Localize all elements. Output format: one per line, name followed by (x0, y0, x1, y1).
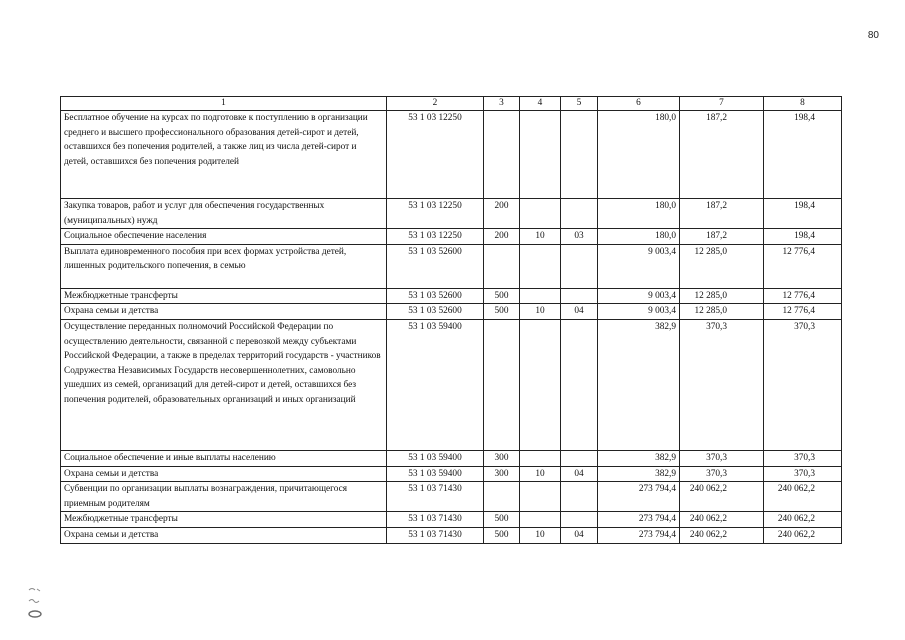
row-col5: 04 (561, 304, 598, 320)
table-row (61, 450, 842, 466)
row-col5 (561, 319, 598, 450)
table-row (61, 229, 842, 245)
table-row (61, 288, 842, 304)
row-code: 53 1 03 52600 (387, 288, 484, 304)
row-col5 (561, 111, 598, 199)
row-col3: 200 (484, 199, 520, 229)
row-col4 (520, 512, 561, 528)
page-number: 80 (867, 30, 879, 41)
row-value-6: 382,9 (598, 319, 680, 450)
row-value-8: 12 776,4 (764, 288, 842, 304)
table-row (61, 512, 842, 528)
row-col5 (561, 199, 598, 229)
row-value-7: 187,2 (680, 199, 764, 229)
scan-marks-icon (26, 584, 46, 624)
row-value-8: 198,4 (764, 229, 842, 245)
row-value-6: 382,9 (598, 450, 680, 466)
row-name: Межбюджетные трансферты (61, 512, 387, 528)
row-code: 53 1 03 59400 (387, 319, 484, 450)
row-col4: 10 (520, 466, 561, 482)
row-value-6: 180,0 (598, 199, 680, 229)
row-col5: 03 (561, 229, 598, 245)
row-code: 53 1 03 71430 (387, 482, 484, 512)
table-row (61, 244, 842, 288)
row-value-8: 240 062,2 (764, 482, 842, 512)
row-col4 (520, 450, 561, 466)
row-code: 53 1 03 59400 (387, 466, 484, 482)
table-row (61, 466, 842, 482)
row-col3: 500 (484, 288, 520, 304)
row-value-7: 240 062,2 (680, 482, 764, 512)
row-value-6: 9 003,4 (598, 244, 680, 288)
row-col3: 200 (484, 229, 520, 245)
row-col5 (561, 512, 598, 528)
row-col3 (484, 319, 520, 450)
row-name: Субвенции по организации выплаты вознаграждения, причитающегося приемным родителям (61, 482, 387, 512)
row-col5 (561, 244, 598, 288)
row-value-8: 370,3 (764, 450, 842, 466)
header-row (61, 97, 842, 111)
row-name: Выплата единовременного пособия при всех формах устройства детей, лишенных родительского попечения, в семью (61, 244, 387, 288)
row-code: 53 1 03 71430 (387, 527, 484, 543)
row-col3 (484, 482, 520, 512)
row-value-6: 9 003,4 (598, 288, 680, 304)
row-name: Бесплатное обучение на курсах по подготовке к поступлению в организации среднего и высшего профессионального образования детей-сирот и детей, оставшихся без попечения родителей, а также лиц из числа детей-сирот и детей, оставшихся без попечения родителей (61, 111, 387, 199)
row-value-8: 12 776,4 (764, 244, 842, 288)
row-value-7: 187,2 (680, 111, 764, 199)
column-header-8: 8 (764, 97, 842, 111)
row-col3: 500 (484, 512, 520, 528)
row-code: 53 1 03 59400 (387, 450, 484, 466)
row-value-6: 9 003,4 (598, 304, 680, 320)
row-col3: 500 (484, 527, 520, 543)
row-value-7: 370,3 (680, 319, 764, 450)
table-row (61, 199, 842, 229)
row-value-7: 240 062,2 (680, 527, 764, 543)
row-col5 (561, 288, 598, 304)
row-col4 (520, 482, 561, 512)
row-value-8: 240 062,2 (764, 512, 842, 528)
row-value-6: 273 794,4 (598, 512, 680, 528)
row-col5: 04 (561, 466, 598, 482)
row-value-8: 240 062,2 (764, 527, 842, 543)
row-col3: 300 (484, 450, 520, 466)
row-name: Социальное обеспечение и иные выплаты населению (61, 450, 387, 466)
row-value-7: 12 285,0 (680, 304, 764, 320)
row-code: 53 1 03 12250 (387, 229, 484, 245)
column-header-2: 2 (387, 97, 484, 111)
row-name: Осуществление переданных полномочий Российской Федерации по осуществлению деятельности, связанной с перевозкой между субъектами Российской Федерации, а также в пределах территорий государств - участников Содружества Независимых Государств несовершеннолетних, самовольно ушедших из семей, организаций для детей-сирот и детей, оставшихся без попечения родителей, образовательных организаций и иных организаций (61, 319, 387, 450)
table-row (61, 304, 842, 320)
row-col3: 500 (484, 304, 520, 320)
row-value-8: 12 776,4 (764, 304, 842, 320)
column-header-7: 7 (680, 97, 764, 111)
table-row (61, 319, 842, 450)
row-code: 53 1 03 12250 (387, 199, 484, 229)
row-col3 (484, 111, 520, 199)
row-col4 (520, 319, 561, 450)
row-name: Охрана семьи и детства (61, 527, 387, 543)
row-name: Охрана семьи и детства (61, 304, 387, 320)
row-value-6: 273 794,4 (598, 482, 680, 512)
budget-table (60, 96, 842, 544)
table-row (61, 111, 842, 199)
row-name: Охрана семьи и детства (61, 466, 387, 482)
column-header-4: 4 (520, 97, 561, 111)
column-header-3: 3 (484, 97, 520, 111)
row-value-8: 370,3 (764, 466, 842, 482)
row-value-7: 187,2 (680, 229, 764, 245)
row-name: Социальное обеспечение населения (61, 229, 387, 245)
row-col4: 10 (520, 304, 561, 320)
column-header-5: 5 (561, 97, 598, 111)
row-col4 (520, 111, 561, 199)
row-col4 (520, 288, 561, 304)
row-value-6: 273 794,4 (598, 527, 680, 543)
column-header-1: 1 (61, 97, 387, 111)
row-col4: 10 (520, 527, 561, 543)
row-value-6: 382,9 (598, 466, 680, 482)
row-col4 (520, 244, 561, 288)
row-code: 53 1 03 52600 (387, 304, 484, 320)
row-value-6: 180,0 (598, 229, 680, 245)
row-value-7: 370,3 (680, 466, 764, 482)
table-row (61, 527, 842, 543)
row-col4 (520, 199, 561, 229)
table-body (61, 111, 842, 544)
row-col3 (484, 244, 520, 288)
row-value-8: 370,3 (764, 319, 842, 450)
row-value-7: 370,3 (680, 450, 764, 466)
row-value-8: 198,4 (764, 111, 842, 199)
row-name: Межбюджетные трансферты (61, 288, 387, 304)
row-name: Закупка товаров, работ и услуг для обеспечения государственных (муниципальных) нужд (61, 199, 387, 229)
row-value-7: 240 062,2 (680, 512, 764, 528)
row-col3: 300 (484, 466, 520, 482)
row-code: 53 1 03 71430 (387, 512, 484, 528)
row-value-8: 198,4 (764, 199, 842, 229)
row-col4: 10 (520, 229, 561, 245)
row-col5 (561, 450, 598, 466)
table-row (61, 482, 842, 512)
row-value-7: 12 285,0 (680, 244, 764, 288)
row-col5 (561, 482, 598, 512)
row-code: 53 1 03 52600 (387, 244, 484, 288)
row-col5: 04 (561, 527, 598, 543)
column-header-6: 6 (598, 97, 680, 111)
row-value-6: 180,0 (598, 111, 680, 199)
row-value-7: 12 285,0 (680, 288, 764, 304)
row-code: 53 1 03 12250 (387, 111, 484, 199)
